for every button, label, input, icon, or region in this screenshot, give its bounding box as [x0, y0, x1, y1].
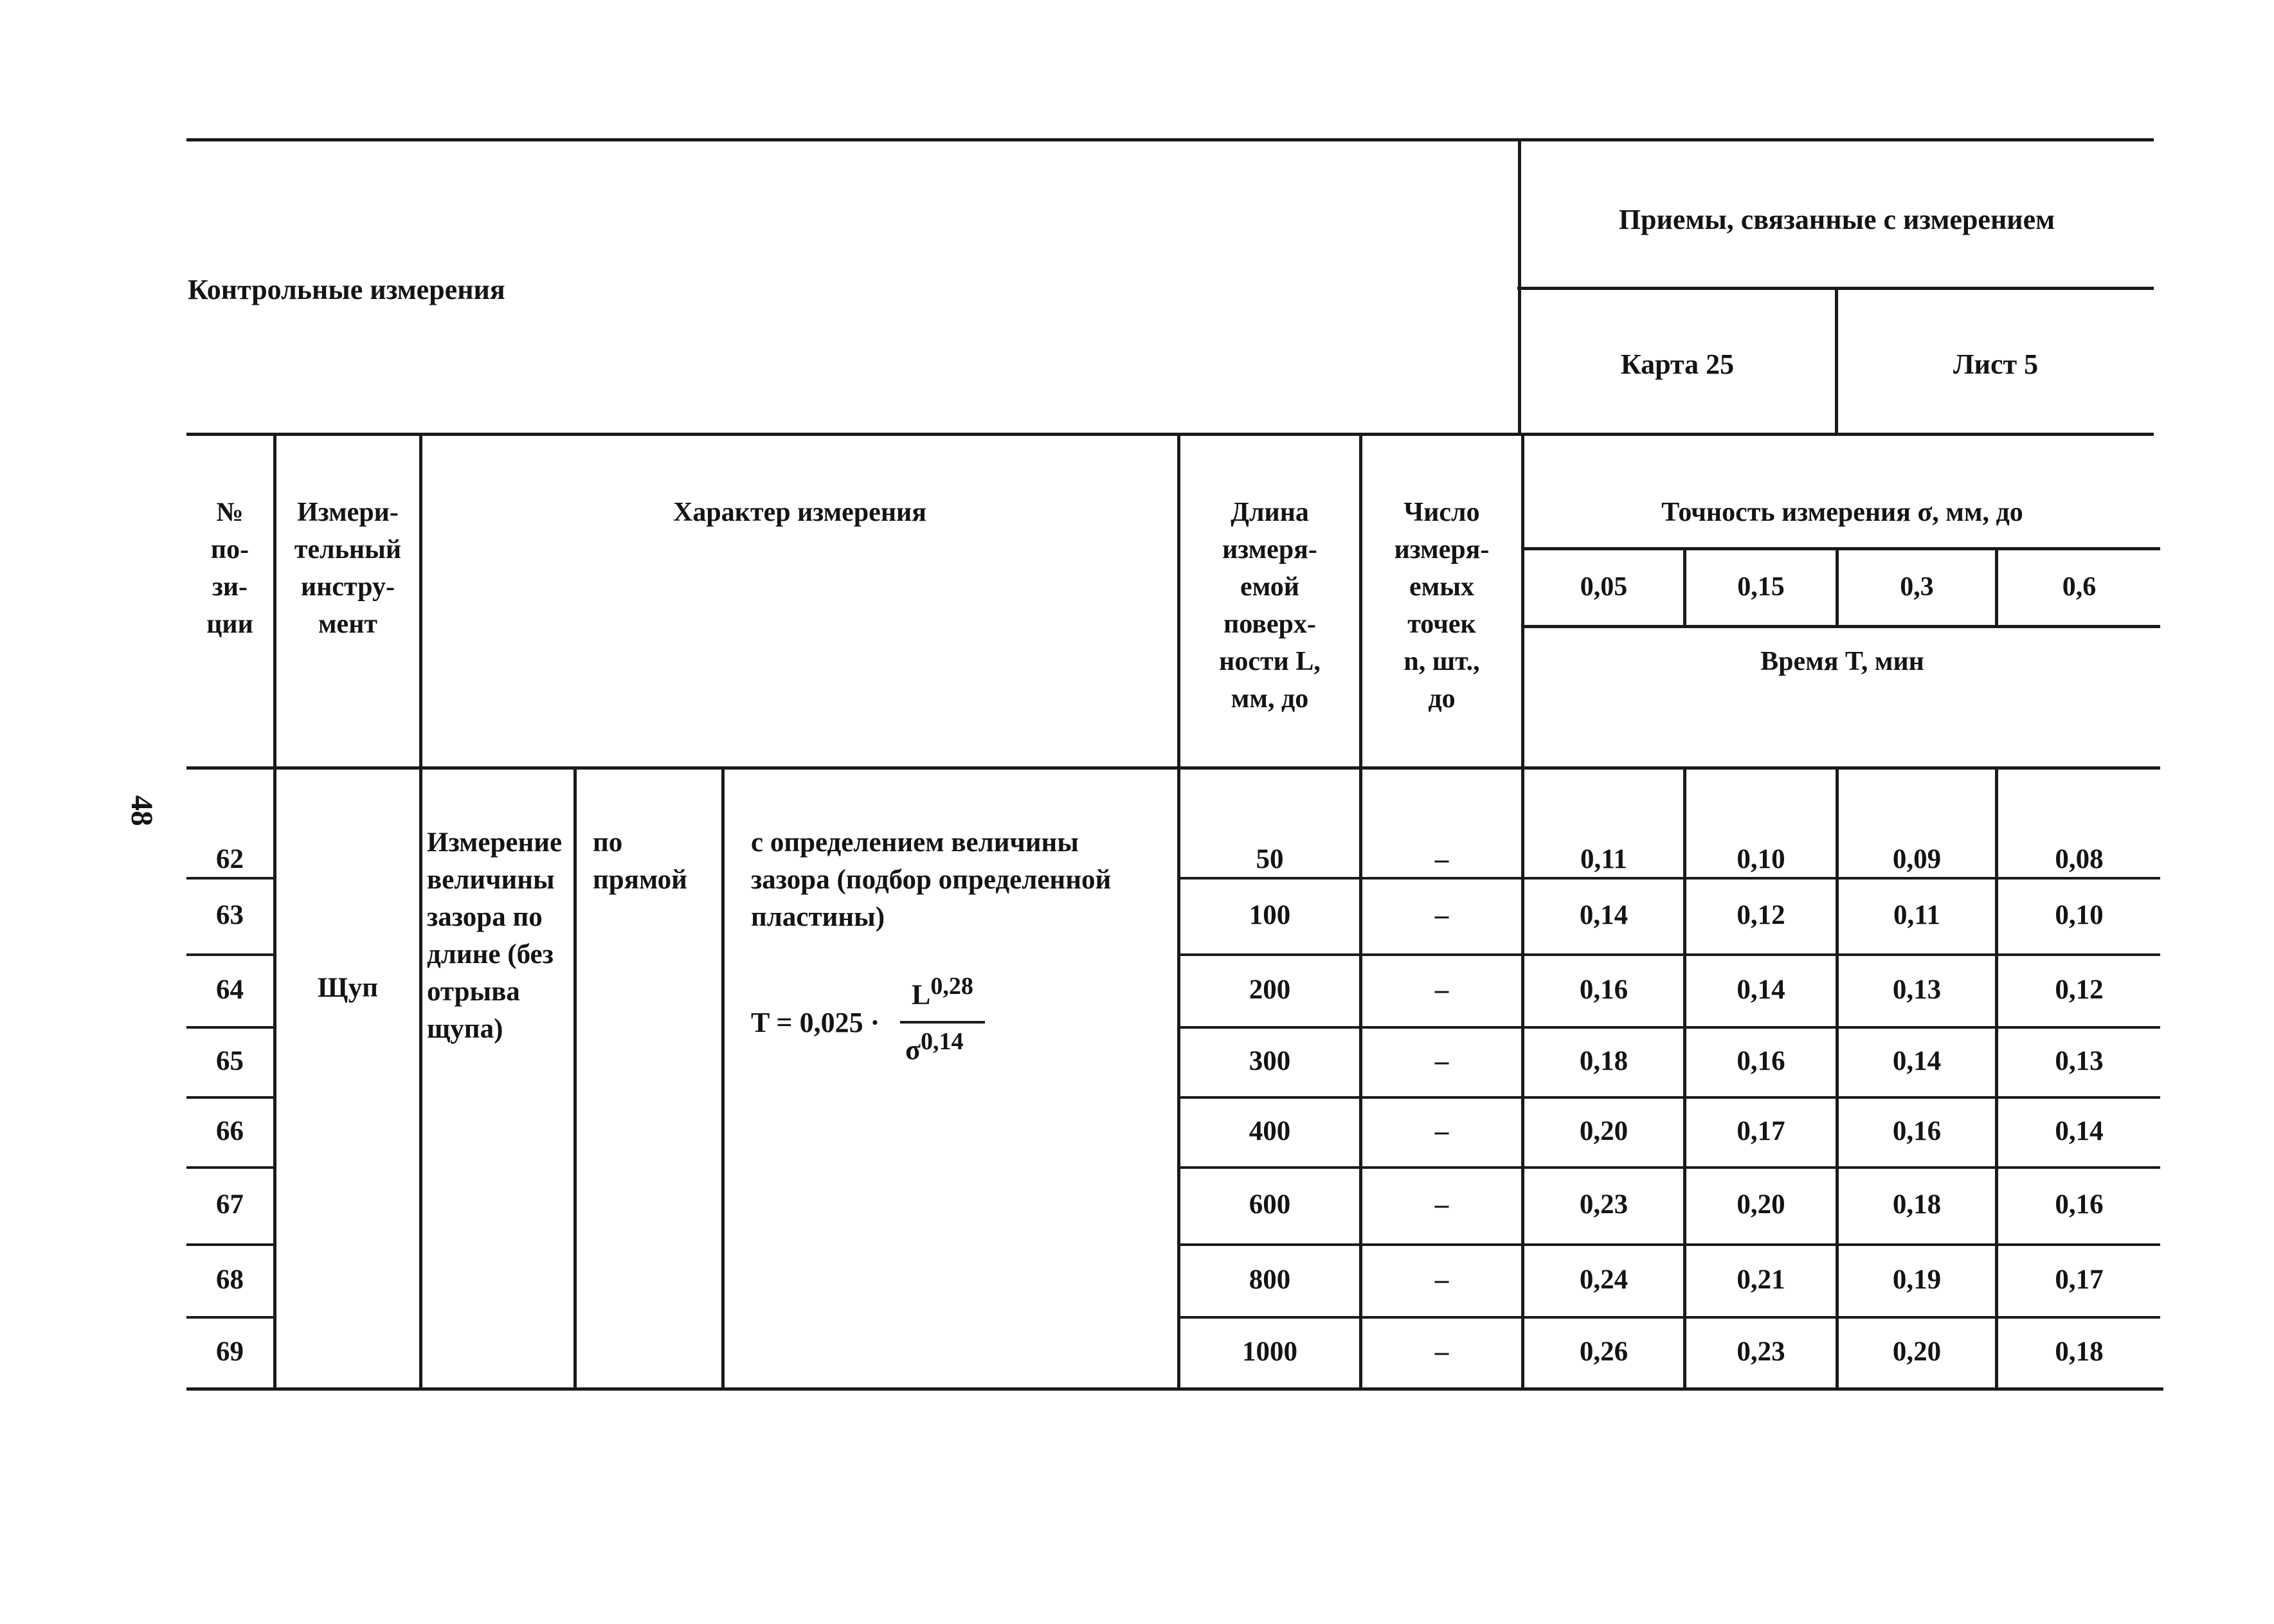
row-time-value: 0,13: [1892, 974, 1942, 1005]
header-vertical-main: [1518, 138, 1521, 436]
row-position: 67: [216, 1189, 244, 1220]
formula-denominator: σ0,14: [905, 1028, 964, 1066]
row-length: 400: [1249, 1115, 1291, 1146]
row-separator: [186, 953, 273, 956]
col-header-character: Характер измерения: [673, 498, 926, 527]
row-position: 69: [216, 1336, 244, 1367]
row-time-value: 0,16: [1737, 1045, 1785, 1076]
row-time-value: 0,12: [1737, 899, 1785, 930]
row-position: 64: [216, 974, 244, 1005]
row-position: 68: [216, 1264, 244, 1295]
direction-cell: по прямой: [593, 827, 687, 895]
row-length: 800: [1249, 1264, 1291, 1295]
method-cell: с определением величины зазора (подбор определенной пластины): [751, 827, 1112, 932]
row-position: 63: [216, 899, 244, 930]
row-time-value: 0,18: [1892, 1189, 1942, 1220]
row-time-value: 0,23: [1579, 1189, 1629, 1220]
row-separator: [1180, 953, 2160, 956]
row-points: –: [1434, 844, 1449, 874]
row-time-value: 0,18: [1579, 1045, 1629, 1076]
row-length: 50: [1256, 844, 1284, 874]
document-title: Контрольные измерения: [188, 274, 505, 305]
section-title: Приемы, связанные с измерением: [1618, 204, 2055, 235]
table-top-rule: [186, 138, 2154, 141]
row-time-value: 0,19: [1892, 1264, 1942, 1295]
row-time-value: 0,11: [1893, 899, 1940, 930]
row-time-value: 0,17: [1737, 1115, 1785, 1146]
row-length: 1000: [1242, 1336, 1297, 1367]
row-time-value: 0,09: [1892, 844, 1942, 874]
row-time-value: 0,16: [1892, 1115, 1942, 1146]
row-time-value: 0,12: [2055, 974, 2104, 1005]
row-position: 62: [216, 844, 244, 874]
row-time-value: 0,16: [1579, 974, 1629, 1005]
row-position: 65: [216, 1045, 244, 1076]
row-separator: [1180, 877, 2160, 880]
accuracy-rule: [1521, 547, 2160, 550]
row-time-value: 0,24: [1579, 1264, 1629, 1295]
accuracy-value: 0,05: [1580, 572, 1628, 602]
accuracy-value: 0,3: [1900, 572, 1934, 602]
col-header-accuracy: Точность измерения σ, мм, до: [1661, 498, 2023, 527]
row-points: –: [1434, 1115, 1449, 1146]
row-points: –: [1434, 974, 1449, 1005]
col-header-position: № по- зи- ции: [206, 498, 253, 639]
row-time-value: 0,21: [1737, 1264, 1785, 1295]
row-points: –: [1434, 1336, 1449, 1367]
page-number: 48: [125, 795, 159, 826]
col-line-4: [721, 768, 725, 1389]
formula-numerator: L0,28: [912, 973, 973, 1011]
column-header-bottom-rule: [186, 766, 2160, 770]
row-time-value: 0,13: [2055, 1045, 2104, 1076]
row-points: –: [1434, 1264, 1449, 1295]
sheet-label: Лист 5: [1953, 348, 2039, 380]
row-time-value: 0,14: [2055, 1115, 2104, 1146]
row-separator: [186, 877, 273, 880]
col-line-3: [573, 768, 577, 1389]
row-time-value: 0,20: [1737, 1189, 1785, 1220]
row-separator: [186, 1096, 273, 1099]
formula-lhs: T = 0,025 ·: [751, 1007, 880, 1038]
row-time-value: 0,14: [1892, 1045, 1942, 1076]
row-time-value: 0,14: [1737, 974, 1785, 1005]
table-bottom-rule: [186, 1387, 2163, 1391]
row-separator: [186, 1026, 273, 1029]
row-length: 200: [1249, 974, 1291, 1005]
col-header-instrument: Измери- тельный инстру- мент: [294, 498, 402, 639]
row-time-value: 0,20: [1892, 1336, 1942, 1367]
measurement-description: Измерение величины зазора по длине (без отрыва щупа): [427, 827, 563, 1044]
row-separator: [186, 1166, 273, 1169]
row-time-value: 0,10: [2055, 899, 2104, 930]
row-length: 600: [1249, 1189, 1291, 1220]
accuracy-value: 0,6: [2062, 572, 2097, 602]
row-separator: [1180, 1026, 2160, 1029]
row-time-value: 0,10: [1737, 844, 1785, 874]
row-separator: [186, 1243, 273, 1246]
row-separator: [1180, 1096, 2160, 1099]
row-time-value: 0,23: [1737, 1336, 1785, 1367]
row-time-value: 0,08: [2055, 844, 2104, 874]
row-time-value: 0,16: [2055, 1189, 2104, 1220]
row-separator: [1180, 1316, 2160, 1319]
col-header-time: Время T, мин: [1760, 647, 1924, 676]
row-length: 100: [1249, 899, 1291, 930]
col-header-points: Число измеря- емых точек n, шт., до: [1394, 498, 1490, 714]
row-points: –: [1434, 899, 1449, 930]
row-time-value: 0,20: [1579, 1115, 1629, 1146]
fraction-bar: [900, 1021, 985, 1024]
row-time-value: 0,14: [1579, 899, 1629, 930]
row-length: 300: [1249, 1045, 1291, 1076]
card-label: Карта 25: [1620, 348, 1735, 380]
row-points: –: [1434, 1045, 1449, 1076]
time-rule: [1521, 625, 2160, 628]
row-points: –: [1434, 1189, 1449, 1220]
row-position: 66: [216, 1115, 244, 1146]
row-separator: [1180, 1243, 2160, 1246]
row-time-value: 0,17: [2055, 1264, 2104, 1295]
col-line-2: [419, 434, 422, 1389]
row-time-value: 0,26: [1579, 1336, 1629, 1367]
row-time-value: 0,11: [1580, 844, 1627, 874]
row-separator: [1180, 1166, 2160, 1169]
header-bottom-rule: [186, 433, 2154, 436]
row-separator: [186, 1316, 273, 1319]
instrument-cell: Щуп: [317, 973, 379, 1003]
accuracy-value: 0,15: [1737, 572, 1785, 602]
col-header-length: Длина измеря- емой поверх- ности L, мм, до: [1219, 498, 1321, 714]
row-time-value: 0,18: [2055, 1336, 2104, 1367]
